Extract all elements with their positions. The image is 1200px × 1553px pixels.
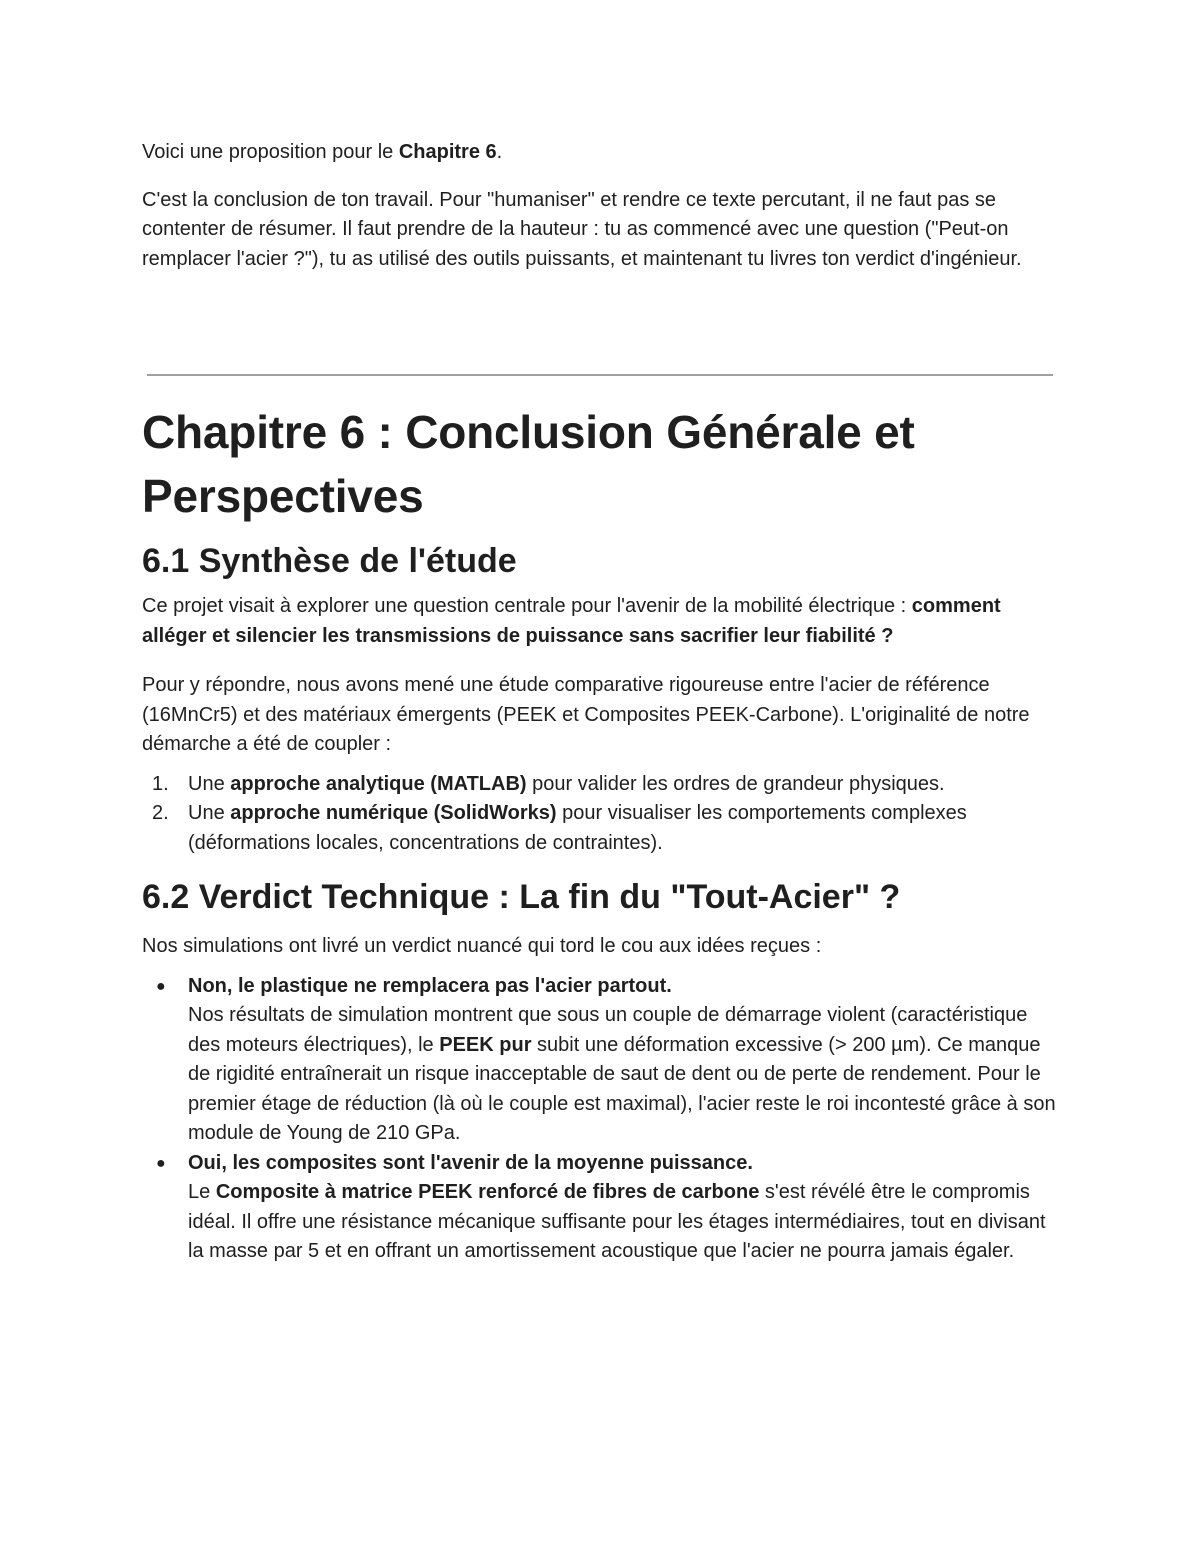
chapter-content — [142, 400, 1058, 1267]
list-number: 1. — [152, 772, 169, 795]
section1-p1-text: Ce projet visait à explorer une question centrale pour l'avenir de la mobilité électrique : — [142, 595, 912, 617]
bullet-bold: PEEK pur — [439, 1033, 532, 1056]
section1-paragraph-2: Pour y répondre, nous avons mené une étude comparative rigoureuse entre l'acier de référence (16MnCr5) et des matériaux émergents (PEEK et Composites PEEK-Carbone). L'originalité de notre démarche a été de coupler : — [142, 674, 1030, 755]
bullet-text-prefix: Le — [188, 1181, 216, 1203]
bullet-icon: ● — [156, 1154, 166, 1172]
intro-suffix: . — [496, 141, 503, 163]
bullet-icon: ● — [156, 977, 166, 995]
list-item — [142, 770, 1058, 800]
horizontal-divider — [147, 374, 1053, 376]
bullet-bold: Composite à matrice PEEK renforcé de fibres de carbone — [215, 1181, 760, 1203]
list-item-bold: approche analytique (MATLAB) — [230, 772, 527, 795]
section-heading-6-2: 6.2 Verdict Technique : La fin du "Tout-Acier" ? — [142, 878, 901, 916]
bullet-text-prefix: Nos résultats de simulation montrent que sous un couple de démarrage violent (caractéristique des moteurs électriques), le — [188, 1004, 1028, 1056]
numbered-list — [142, 770, 1058, 859]
bullet-list — [142, 972, 1058, 1267]
list-item-bold: approche numérique (SolidWorks) — [230, 802, 557, 824]
list-number: 2. — [152, 802, 169, 824]
bullet-text: subit une déformation excessive (> 200 µm). Ce manque de rigidité entraînerait un risque inacceptable de saut de dent ou de perte de rendement. Pour le premier étage de réduction (là où le couple est maximal), l'acier reste le roi incontesté grâce à son module de Young de 210 GPa. — [188, 1033, 1056, 1144]
intro-paragraph: C'est la conclusion de ton travail. Pour "humaniser" et rendre ce texte percutant, il ne faut pas se contenter de résumer. Il faut prendre de la hauteur : tu as commencé avec une question ("Peut-on remplacer l'acier ?"), tu as utilisé des outils puissants, et maintenant tu livres ton verdict d'ingénieur. — [142, 188, 1022, 270]
intro-bold: Chapitre 6 — [398, 141, 497, 163]
section1-paragraph-1 — [142, 592, 1058, 651]
section-heading-6-1: 6.1 Synthèse de l'étude — [142, 542, 517, 580]
list-item — [142, 972, 1058, 1149]
section2-intro: Nos simulations ont livré un verdict nuancé qui tord le cou aux idées reçues : — [142, 935, 822, 957]
list-item — [142, 1149, 1058, 1267]
bullet-lead: Non, le plastique ne remplacera pas l'acier partout. — [188, 974, 672, 997]
list-item-text: pour visualiser les comportements complexes (déformations locales, concentrations de contraintes). — [188, 802, 967, 854]
list-item-text: pour valider les ordres de grandeur physiques. — [526, 772, 945, 795]
list-item-prefix: Une — [188, 802, 231, 824]
section1-p1-bold: comment alléger et silencier les transmissions de puissance sans sacrifier leur fiabilité ? — [142, 595, 1001, 647]
list-item-prefix: Une — [188, 772, 231, 795]
list-item — [142, 799, 1058, 858]
bullet-text: s'est révélé être le compromis idéal. Il offre une résistance mécanique suffisante pour les étages intermédiaires, tout en divisant la masse par 5 et en offrant un amortissement acoustique que l'acier ne pourra jamais égaler. — [188, 1181, 1046, 1262]
chapter-title: Chapitre 6 : Conclusion Générale et Perspectives — [142, 406, 915, 522]
intro-line — [142, 138, 1058, 168]
bullet-lead: Oui, les composites sont l'avenir de la moyenne puissance. — [188, 1151, 753, 1174]
intro-prefix: Voici une proposition pour le — [142, 141, 399, 163]
document-page — [142, 138, 1058, 1262]
